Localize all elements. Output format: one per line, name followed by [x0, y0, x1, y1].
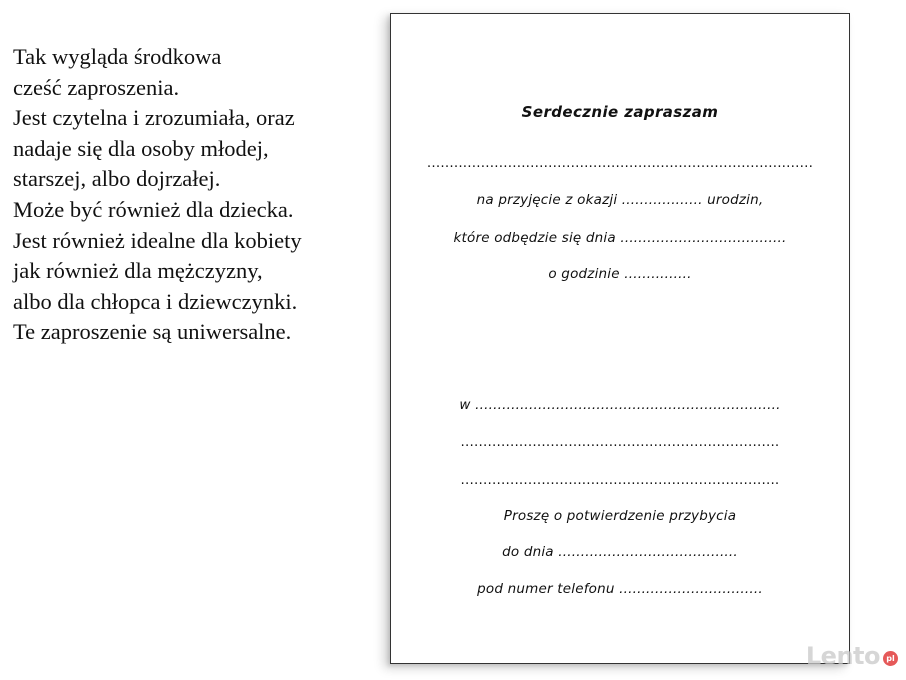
time-line: o godzinie ............... [548, 266, 692, 282]
rsvp-date-line: do dnia ........................................ [502, 544, 738, 560]
description-line: albo dla chłopca i dziewczynki. [13, 288, 298, 314]
place-line: w .................................................................... [459, 397, 781, 413]
description-line: nadaje się dla osoby młodej, [13, 135, 269, 161]
watermark-badge-icon: pl [883, 651, 898, 666]
guest-name-line: ...................................................................................... [426, 155, 814, 171]
place-line: ....................................................................... [460, 472, 780, 488]
description-text [13, 42, 373, 348]
description-line: Te zaproszenie są uniwersalne. [13, 319, 292, 345]
description-line: Tak wygląda środkowa [13, 44, 222, 69]
place-line: ....................................................................... [460, 434, 780, 450]
invitation-title: Serdecznie zapraszam [521, 103, 719, 121]
watermark-logo-text: Lento [805, 642, 880, 670]
rsvp-line: Proszę o potwierdzenie przybycia [503, 508, 737, 524]
phone-line: pod numer telefonu ................................ [477, 581, 763, 597]
description-line: starszej, albo dojrzałej. [13, 166, 221, 192]
description-line: cześć zaproszenia. [13, 74, 180, 100]
occasion-line: na przyjęcie z okazji .................. urodzin, [476, 192, 764, 208]
lento-watermark [806, 642, 898, 670]
date-line: które odbędzie się dnia ..................................... [453, 230, 787, 246]
description-line: Jest również idealne dla kobiety [13, 227, 302, 253]
description-line: jak również dla mężczyzny, [13, 258, 263, 284]
description-line: Może być również dla dziecka. [13, 196, 294, 222]
description-line: Jest czytelna i zrozumiała, oraz [13, 105, 295, 131]
invitation-card [390, 13, 850, 664]
